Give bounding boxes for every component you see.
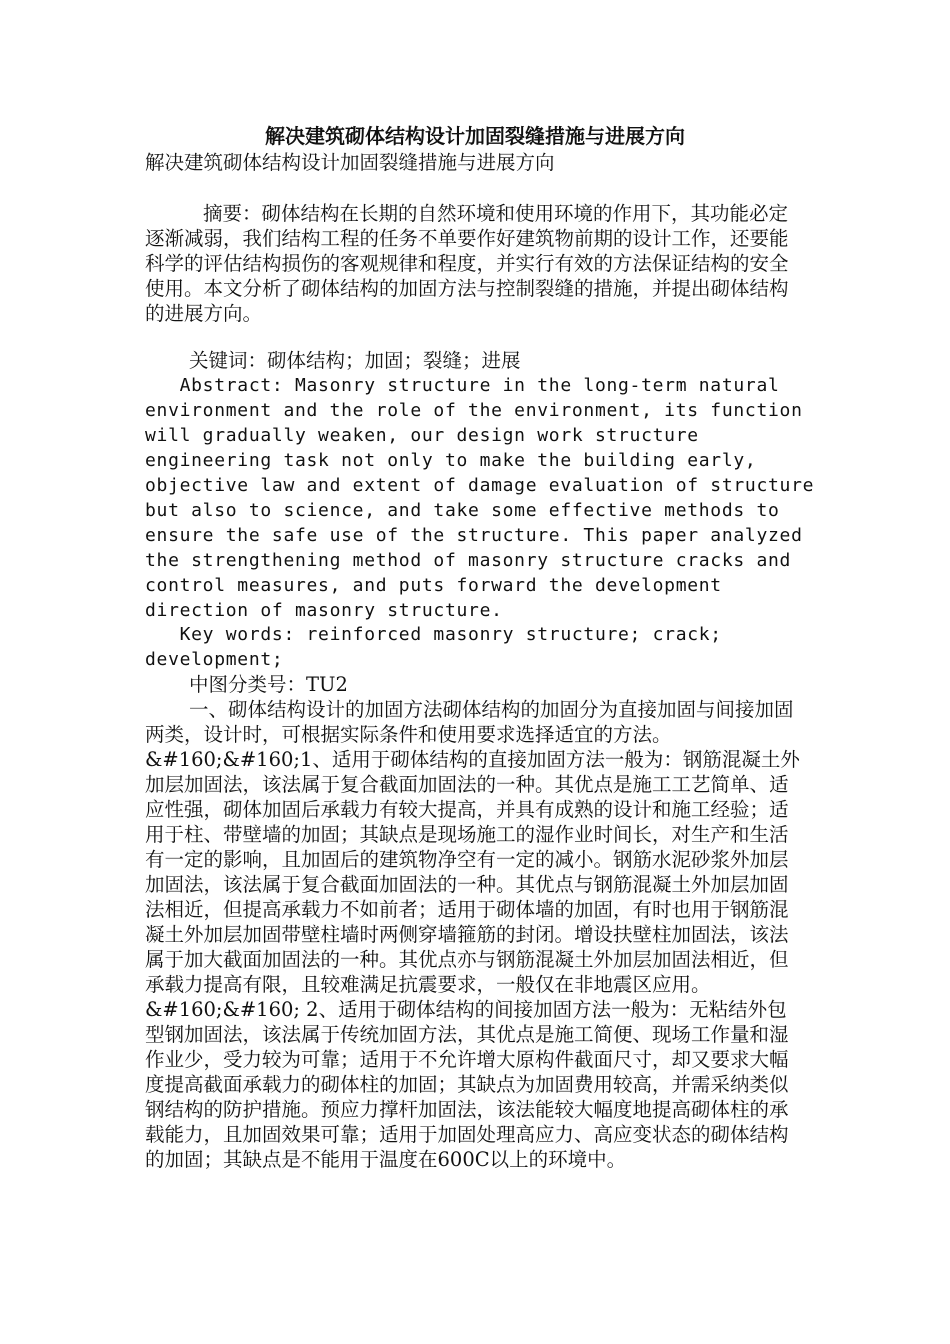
body-text: 一、砌体结构设计的加固方法砌体结构的加固分为直接加固与间接加固两类，设计时，可根据实际条件和使用要求选择适宜的方法。&#160;&#160;1、适用于砌体结构的直接加固方法一般为：钢筋混凝土外加层加固法，该法属于复合截面加固法的一种。其优点是施工工艺简单、适应性强，砌体加固后承载力有较大提高，并具有成熟的设计和施工经验；适用于柱、带壁墙的加固；其缺点是现场施工的湿作业时间长，对生产和生活有一定的影响，且加固后的建筑物净空有一定的减小。钢筋水泥砂浆外加层加固法，该法属于复合截面加固法的一种。其优点与钢筋混凝土外加层加固法相近，但提高承载力不如前者；适用于砌体墙的加固，有时也用于钢筋混凝土外加层加固带壁柱墙时两侧穿墙箍筋的封闭。增设扶壁柱加固法，该法属于加大截面加固法的一种。其优点亦与钢筋混凝土外加层加固法相近，但承载力提高有限，且较难满足抗震要求，一般仅在非地震区应用。&#160;&#160; 2、适用于砌体结构的间接加固方法一般为：无粘结外包型钢加固法，该法属于传统加固方法，其优点是施工简便、现场工作量和湿作业少，受力较为可靠；适用于不允许增大原构件截面尺寸，却又要求大幅度提高截面承载力的砌体柱的加固；其缺点为加固费用较高，并需采纳类似钢结构的防护措施。预应力撑杆加固法，该法能较大幅度地提高砌体柱的承载能力，且加固效果可靠；适用于加固处理高应力、高应变状态的砌体结构的加固；其缺点是不能用于温度在600C以上的环境中。: [145, 698, 800, 1171]
keywords-english: Key words: reinforced masonry structure; crack; development;: [145, 624, 722, 670]
classification-number: 中图分类号：TU2: [189, 673, 348, 696]
abstract-english: Abstract: Masonry structure in the long-term natural environment and the role of the environment, its function will gradually weaken, our design work structure engineering task not only to make the building early, objective law and extent of damage evaluation of structure but also to science, and take some effective methods to ensure the safe use of the structure. This paper analyzed the strengthening method of masonry structure cracks and control measures, and puts forward the development direction of masonry structure.: [145, 375, 815, 621]
document-subtitle: 解决建筑砌体结构设计加固裂缝措施与进展方向: [145, 151, 555, 174]
document-title: 解决建筑砌体结构设计加固裂缝措施与进展方向: [265, 124, 685, 148]
abstract-chinese: 摘要：砌体结构在长期的自然环境和使用环境的作用下，其功能必定逐渐减弱，我们结构工程的任务不单要作好建筑物前期的设计工作，还要能科学的评估结构损伤的客观规律和程度，并实行有效的方法保证结构的安全使用。本文分析了砌体结构的加固方法与控制裂缝的措施，并提出砌体结构的进展方向。: [145, 202, 789, 325]
keywords-chinese: 关键词：砌体结构；加固；裂缝；进展: [189, 349, 521, 372]
